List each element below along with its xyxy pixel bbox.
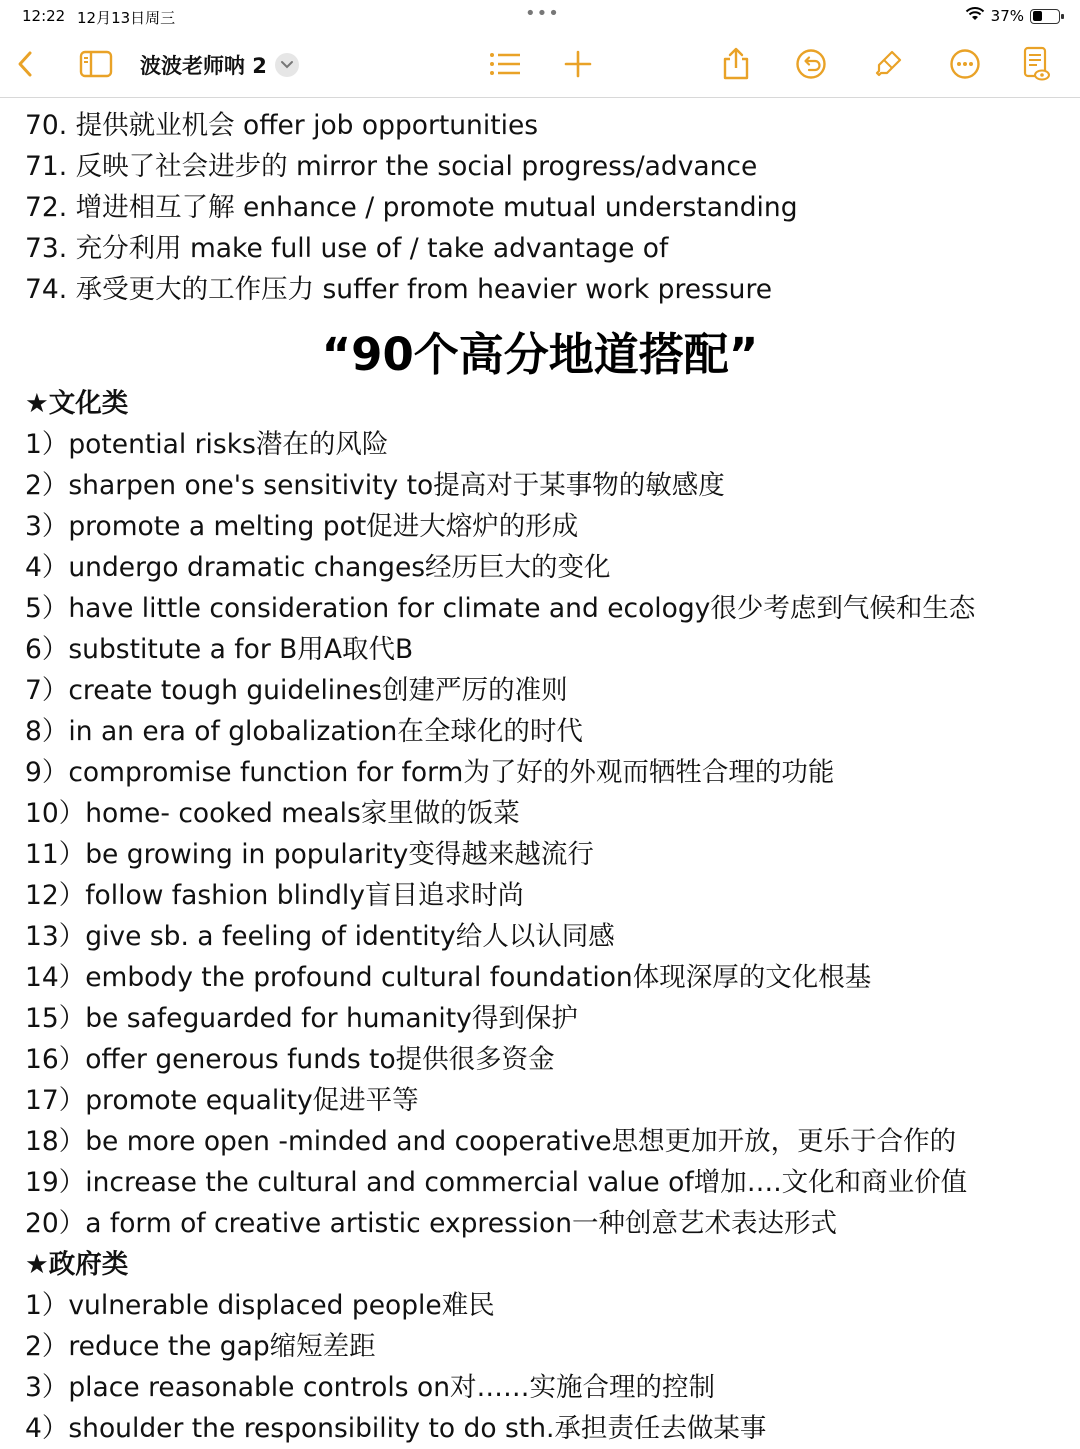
list-item: 7）create tough guidelines创建严厉的准则 xyxy=(25,675,568,706)
battery-fill xyxy=(1033,11,1042,21)
list-item: 3）promote a melting pot促进大熔炉的形成 xyxy=(25,511,579,542)
top-list xyxy=(25,105,1065,310)
list-item: 70. 提供就业机会 offer job opportunities xyxy=(25,110,539,141)
list-item: 14）embody the profound cultural foundation体现深厚的文化根基 xyxy=(25,962,872,993)
list-item: 72. 增进相互了解 enhance / promote mutual understanding xyxy=(25,192,798,223)
add-icon[interactable] xyxy=(560,46,596,82)
note-title: 波波老师呐 2 xyxy=(140,54,267,78)
more-icon[interactable] xyxy=(947,46,983,82)
list-item: 12）follow fashion blindly盲目追求时尚 xyxy=(25,880,524,911)
section-title-government: ★政府类 xyxy=(25,1249,129,1280)
wifi-icon xyxy=(965,6,985,26)
list-item: 20）a form of creative artistic expression一种创意艺术表达形式 xyxy=(25,1208,838,1239)
list-item: 17）promote equality促进平等 xyxy=(25,1085,419,1116)
list-item: 3）place reasonable controls on对……实施合理的控制 xyxy=(25,1372,715,1403)
list-item: 16）offer generous funds to提供很多资金 xyxy=(25,1044,555,1075)
list-item: 15）be safeguarded for humanity得到保护 xyxy=(25,1003,578,1034)
list-item: 2）sharpen one's sensitivity to提高对于某事物的敏感度 xyxy=(25,470,725,501)
list-item: 4）undergo dramatic changes经历巨大的变化 xyxy=(25,552,611,583)
list-item: 1）vulnerable displaced people难民 xyxy=(25,1290,495,1321)
multitasking-dots[interactable]: ••• xyxy=(525,3,560,24)
list-item: 18）be more open -minded and cooperative思想更加开放，更乐于合作的 xyxy=(25,1126,957,1157)
note-view-icon[interactable] xyxy=(1018,46,1054,82)
markup-icon[interactable] xyxy=(870,46,906,82)
status-right xyxy=(965,6,1060,26)
list-item: 9）compromise function for form为了好的外观而牺牲合理的功能 xyxy=(25,757,835,788)
list-item: 19）increase the cultural and commercial value of增加….文化和商业价值 xyxy=(25,1167,968,1198)
list-item: 10）home- cooked meals家里做的饭菜 xyxy=(25,798,520,829)
culture-section xyxy=(25,383,1065,1449)
notes-toolbar xyxy=(0,32,1080,98)
list-item: 5）have little consideration for climate and ecology很少考虑到气候和生态 xyxy=(25,593,976,624)
chevron-down-icon[interactable] xyxy=(275,53,299,77)
list-item: 13）give sb. a feeling of identity给人以认同感 xyxy=(25,921,615,952)
battery-percent: 37% xyxy=(990,7,1024,25)
list-item: 8）in an era of globalization在全球化的时代 xyxy=(25,716,583,747)
section-title-culture: ★文化类 xyxy=(25,388,129,419)
status-time: 12:22 xyxy=(22,7,66,25)
checklist-icon[interactable] xyxy=(487,46,523,82)
list-item: 4）shoulder the responsibility to do sth.承担责任去做某事 xyxy=(25,1413,767,1444)
list-item: 6）substitute a for B用A取代B xyxy=(25,634,414,665)
status-bar xyxy=(0,0,1080,32)
note-title-menu[interactable] xyxy=(140,50,299,80)
sidebar-icon[interactable] xyxy=(78,46,114,82)
list-item: 73. 充分利用 make full use of / take advantage of xyxy=(25,233,669,264)
list-item: 74. 承受更大的工作压力 suffer from heavier work pressure xyxy=(25,274,773,305)
list-item: 11）be growing in popularity变得越来越流行 xyxy=(25,839,594,870)
list-item: 2）reduce the gap缩短差距 xyxy=(25,1331,376,1362)
list-item: 71. 反映了社会进步的 mirror the social progress/advance xyxy=(25,151,758,182)
battery-icon xyxy=(1030,9,1060,24)
share-icon[interactable] xyxy=(718,46,754,82)
back-icon[interactable] xyxy=(8,46,44,82)
list-item: 1）potential risks潜在的风险 xyxy=(25,429,389,460)
status-date: 12月13日周三 xyxy=(77,9,176,27)
page-heading: “90个高分地道搭配” xyxy=(321,328,759,381)
undo-icon[interactable] xyxy=(793,46,829,82)
